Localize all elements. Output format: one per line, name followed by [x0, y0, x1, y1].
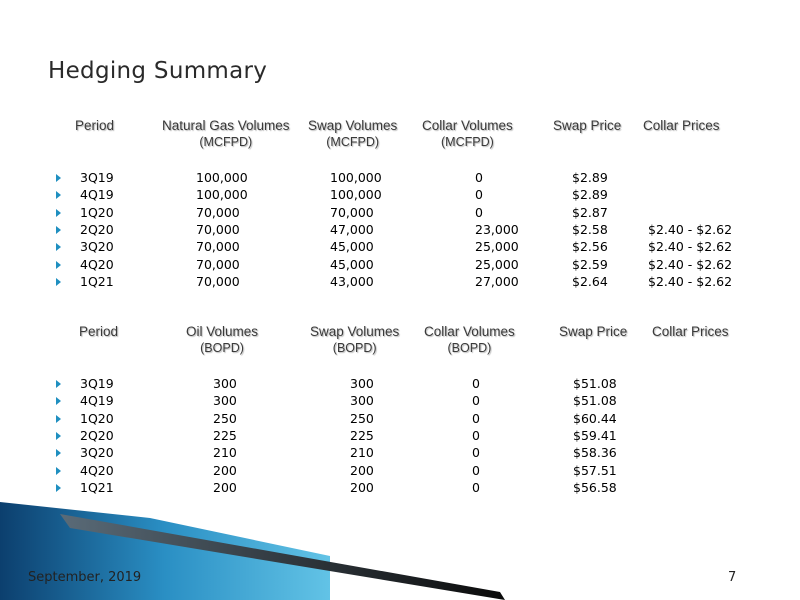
- table-cell: $2.59: [572, 256, 608, 272]
- column-header: [79, 324, 118, 339]
- slide-title: Hedging Summary: [48, 58, 268, 84]
- table-cell: $2.40 - $2.62: [648, 239, 733, 255]
- table-cell: 1Q21: [80, 273, 114, 289]
- table-cell: 70,000: [196, 221, 240, 237]
- table-cell: 300: [350, 376, 374, 391]
- table-cell: $60.44: [573, 410, 617, 426]
- bullet-arrow-icon: [56, 278, 61, 286]
- column-header: [559, 324, 627, 339]
- table-cell: 1Q21: [80, 479, 114, 495]
- table-cell: $2.87: [572, 204, 608, 220]
- table-cell: 0: [472, 427, 480, 443]
- table-cell: 210: [350, 445, 374, 461]
- table-cell: 0: [472, 445, 480, 461]
- bullet-arrow-icon: [56, 191, 61, 199]
- table-row: [0, 376, 800, 393]
- table-cell: 210: [213, 445, 237, 461]
- column-header: [553, 118, 621, 133]
- table-cell: 3Q19: [80, 376, 114, 391]
- table-cell: 2Q20: [80, 427, 114, 443]
- table-cell: 250: [213, 410, 237, 426]
- table-row: [0, 463, 800, 480]
- column-header: [308, 118, 397, 149]
- table-cell: $2.56: [572, 239, 608, 255]
- table-cell: $2.58: [572, 221, 608, 237]
- table-cell: 23,000: [475, 221, 519, 237]
- table-row: [0, 480, 800, 497]
- table-cell: 250: [350, 410, 374, 426]
- table-cell: $2.40 - $2.62: [648, 256, 733, 272]
- table-cell: $51.08: [573, 393, 617, 409]
- bullet-arrow-icon: [56, 261, 61, 269]
- column-header-label: Collar Prices: [643, 118, 720, 133]
- table-cell: 0: [472, 376, 480, 391]
- table-cell: $58.36: [573, 445, 617, 461]
- table-cell: 70,000: [196, 273, 240, 289]
- table-cell: 300: [213, 393, 237, 409]
- table-cell: 4Q19: [80, 187, 114, 203]
- table-cell: $56.58: [573, 479, 617, 495]
- table-row: [0, 257, 800, 274]
- table-row: [0, 274, 800, 291]
- table-cell: 45,000: [330, 239, 374, 255]
- table-cell: 200: [350, 462, 374, 478]
- column-header-label: Swap Volumes: [310, 324, 400, 339]
- table-cell: 100,000: [196, 170, 248, 185]
- table-cell: 43,000: [330, 273, 374, 289]
- bullet-arrow-icon: [56, 484, 61, 492]
- table-cell: 100,000: [330, 187, 382, 203]
- column-header: [75, 118, 114, 133]
- table-cell: 0: [475, 204, 483, 220]
- table-cell: $59.41: [573, 427, 617, 443]
- column-header-unit: (MCFPD): [441, 135, 494, 149]
- bullet-arrow-icon: [56, 209, 61, 217]
- column-header: [652, 324, 729, 339]
- table-cell: 0: [472, 462, 480, 478]
- table-cell: 25,000: [475, 256, 519, 272]
- table-cell: $2.40 - $2.62: [648, 221, 733, 237]
- column-header: [643, 118, 720, 133]
- table-cell: 0: [472, 479, 480, 495]
- column-header-label: Period: [75, 118, 115, 133]
- table-cell: 70,000: [196, 204, 240, 220]
- table-cell: 100,000: [196, 187, 248, 203]
- column-header-unit: (MCFPD): [326, 135, 380, 149]
- table-cell: 225: [213, 427, 237, 443]
- table-cell: 100,000: [330, 170, 382, 185]
- table-cell: $2.89: [572, 187, 608, 203]
- table-cell: 200: [213, 479, 237, 495]
- table-row: [0, 411, 800, 428]
- table-cell: 1Q20: [80, 204, 114, 220]
- table-cell: 3Q20: [80, 239, 114, 255]
- column-header-label: Swap Price: [559, 324, 628, 339]
- footer-date: September, 2019: [28, 570, 142, 585]
- table-cell: 4Q19: [80, 393, 114, 409]
- table-row: [0, 393, 800, 410]
- table-row: [0, 428, 800, 445]
- table-cell: 200: [350, 479, 374, 495]
- table-cell: 25,000: [475, 239, 519, 255]
- table-cell: 70,000: [196, 256, 240, 272]
- table-cell: 27,000: [475, 273, 519, 289]
- table-cell: 3Q20: [80, 445, 114, 461]
- page-number: 7: [728, 570, 737, 585]
- bullet-arrow-icon: [56, 415, 61, 423]
- table-cell: 4Q20: [80, 462, 114, 478]
- table-cell: 4Q20: [80, 256, 114, 272]
- bullet-arrow-icon: [56, 226, 61, 234]
- table-cell: 300: [213, 376, 237, 391]
- table-row: [0, 170, 800, 187]
- table-cell: 2Q20: [80, 221, 114, 237]
- column-header-label: Collar Volumes: [424, 324, 515, 339]
- decorative-swoosh: [0, 500, 800, 600]
- table-cell: 0: [475, 170, 483, 185]
- bullet-arrow-icon: [56, 449, 61, 457]
- table-cell: 300: [350, 393, 374, 409]
- column-header-label: Swap Price: [553, 118, 622, 133]
- bullet-arrow-icon: [56, 243, 61, 251]
- table-row: [0, 239, 800, 256]
- column-header-unit: (BOPD): [332, 341, 377, 355]
- bullet-arrow-icon: [56, 467, 61, 475]
- table-row: [0, 205, 800, 222]
- column-header-label: Period: [79, 324, 119, 339]
- table-cell: $51.08: [573, 376, 617, 391]
- column-header-label: Collar Prices: [652, 324, 729, 339]
- column-header: [310, 324, 399, 355]
- table-cell: 70,000: [196, 239, 240, 255]
- bullet-arrow-icon: [56, 174, 61, 182]
- bullet-arrow-icon: [56, 397, 61, 405]
- table-cell: 1Q20: [80, 410, 114, 426]
- table-cell: 200: [213, 462, 237, 478]
- column-header-label: Natural Gas Volumes: [162, 118, 290, 133]
- bullet-arrow-icon: [56, 432, 61, 440]
- column-header: [186, 324, 258, 355]
- column-header: [162, 118, 290, 149]
- table-row: [0, 445, 800, 462]
- column-header-label: Collar Volumes: [422, 118, 513, 133]
- table-cell: 0: [475, 187, 483, 203]
- bullet-arrow-icon: [56, 380, 61, 388]
- column-header-label: Oil Volumes: [186, 324, 259, 339]
- table-cell: 45,000: [330, 256, 374, 272]
- column-header-unit: (BOPD): [200, 341, 244, 355]
- table-cell: 225: [350, 427, 374, 443]
- column-header-unit: (BOPD): [447, 341, 492, 355]
- table-cell: $57.51: [573, 462, 617, 478]
- table-cell: $2.40 - $2.62: [648, 273, 733, 289]
- table-row: [0, 222, 800, 239]
- table-cell: 3Q19: [80, 170, 114, 185]
- column-header-unit: (MCFPD): [199, 135, 253, 149]
- table-cell: 70,000: [330, 204, 374, 220]
- table-cell: $2.89: [572, 170, 608, 185]
- table-cell: 47,000: [330, 221, 374, 237]
- table-cell: $2.64: [572, 273, 608, 289]
- column-header: [422, 118, 513, 149]
- column-header: [424, 324, 515, 355]
- table-cell: 0: [472, 393, 480, 409]
- column-header-label: Swap Volumes: [308, 118, 398, 133]
- table-row: [0, 187, 800, 204]
- table-cell: 0: [472, 410, 480, 426]
